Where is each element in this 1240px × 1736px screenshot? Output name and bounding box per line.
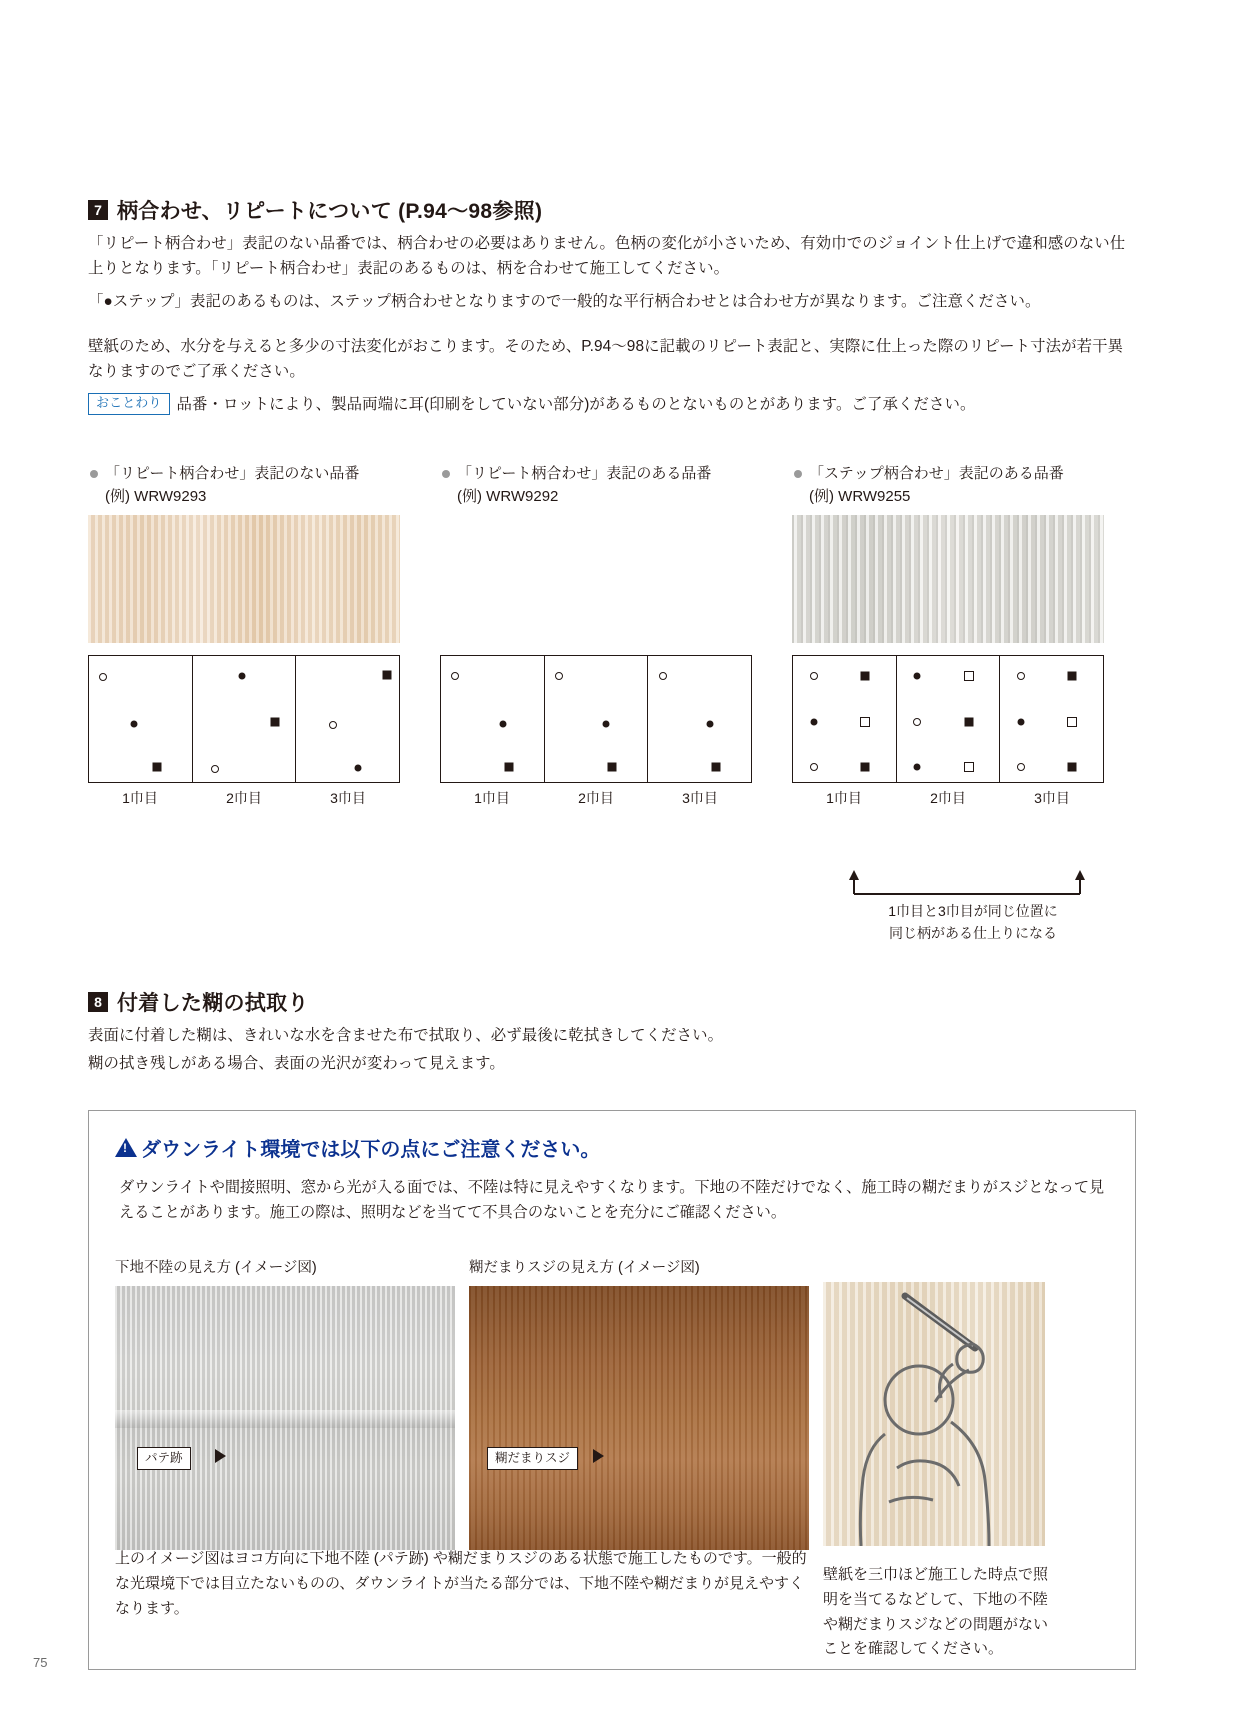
- pattern-diagram-1: [88, 655, 400, 783]
- section-8-paragraph-1: 表面に付着した糊は、きれいな水を含ませた布で拭取り、必ず最後に乾拭きしてください。: [88, 1027, 724, 1044]
- mark-dot: [914, 673, 921, 680]
- mark-square: [712, 762, 721, 771]
- mark-square: [382, 670, 391, 679]
- caution-body: ダウンライトや間接照明、窓から光が入る面では、不陸は特に見えやすくなります。下地の不陸だけでなく、施工時の糊だまりがスジとなって見えることがあります。施工の際は、照明などを当てて不具合のないことを充分にご確認ください。: [119, 1179, 1105, 1221]
- panel-label: 2巾目: [578, 790, 614, 806]
- pattern-diagram-2: [440, 655, 752, 783]
- section-8-number: 8: [88, 992, 108, 1012]
- disclaimer-text: 品番・ロットにより、製品両端に耳(印刷をしていない部分)があるものとないものとがあります。ご了承ください。: [176, 396, 976, 413]
- column-3-title-line1: 「ステップ柄合わせ」表記のある品番: [809, 465, 1064, 482]
- caution-figure-1-caption: 下地不陸の見え方 (イメージ図): [115, 1260, 317, 1276]
- worker-illustration: [823, 1282, 1045, 1546]
- mark-square: [964, 717, 973, 726]
- caution-box: [88, 1110, 1136, 1670]
- mark-dot: [810, 718, 817, 725]
- mark-open-circle: [99, 673, 107, 681]
- section-8-heading: [88, 987, 309, 1017]
- caution-title: [115, 1133, 1135, 1162]
- mark-open-square: [964, 762, 974, 772]
- section-7-number: 7: [88, 200, 108, 220]
- mark-square: [152, 762, 161, 771]
- panel-label: 1巾目: [474, 790, 510, 806]
- caution-figure-1: [115, 1258, 455, 1550]
- panel-1: [89, 656, 193, 782]
- mark-square: [860, 672, 869, 681]
- mark-open-circle: [555, 672, 563, 680]
- column-2-title: [440, 463, 752, 508]
- section-7-heading: [88, 195, 542, 225]
- panel-labels-1: [88, 788, 400, 808]
- mark-square: [504, 762, 513, 771]
- step-arrow-note: [848, 900, 1098, 945]
- caution-footer-right: 壁紙を三巾ほど施工した時点で照明を当てるなどして、下地の不陸や糊だまりスジなどの問題がないことを確認してください。: [823, 1566, 1049, 1658]
- page-number: 75: [33, 1655, 48, 1670]
- callout-arrow-icon: [593, 1449, 604, 1463]
- column-3-title: [792, 463, 1104, 508]
- mark-square: [1068, 672, 1077, 681]
- pattern-column-repeat: [440, 463, 752, 808]
- mark-dot: [1017, 718, 1024, 725]
- mark-open-circle: [1017, 763, 1025, 771]
- panel-3: [1000, 656, 1103, 782]
- section-7-paragraph-2: 「●ステップ」表記のあるものは、ステップ柄合わせとなりますので一般的な平行柄合わせとは合わせ方が異なります。ご注意ください。: [88, 293, 1041, 310]
- mark-square: [1068, 762, 1077, 771]
- panel-2: [193, 656, 297, 782]
- caution-image-worker-lighting: [823, 1282, 1045, 1546]
- mark-open-circle: [329, 721, 337, 729]
- mark-dot: [603, 721, 610, 728]
- section-7-paragraph-1: 「リピート柄合わせ」表記のない品番では、柄合わせの必要はありません。色柄の変化が小さいため、有効巾でのジョイント仕上げで違和感のない仕上りとなります。「リピート柄合わせ」表記のあるものは、柄を合わせて施工してください。: [88, 235, 1126, 277]
- column-1-title: [88, 463, 400, 508]
- mark-square: [860, 762, 869, 771]
- disclaimer-tag: おことわり: [88, 393, 170, 415]
- mark-dot: [131, 721, 138, 728]
- panel-label: 3巾目: [330, 790, 366, 806]
- panel-labels-3: [792, 788, 1104, 808]
- step-arrow-bracket: [848, 870, 1098, 896]
- mark-open-circle: [810, 763, 818, 771]
- mark-open-square: [1067, 717, 1077, 727]
- panel-2: [897, 656, 1001, 782]
- column-2-title-line1: 「リピート柄合わせ」表記のある品番: [457, 465, 712, 482]
- mark-open-square: [860, 717, 870, 727]
- section-8-title: 付着した糊の拭取り: [117, 992, 309, 1015]
- mark-open-circle: [913, 718, 921, 726]
- mark-open-circle: [810, 672, 818, 680]
- mark-dot: [499, 721, 506, 728]
- swatch-image-wrw9292: [440, 515, 752, 643]
- callout-paste-streak: 糊だまりスジ: [487, 1447, 578, 1470]
- mark-open-circle: [1017, 672, 1025, 680]
- swatch-image-wrw9255: [792, 515, 1104, 643]
- step-arrow-note-line1: 1巾目と3巾目が同じ位置に: [888, 903, 1058, 919]
- panel-label: 3巾目: [682, 790, 718, 806]
- column-1-title-line1: 「リピート柄合わせ」表記のない品番: [105, 465, 360, 482]
- caution-title-text: ダウンライト環境では以下の点にご注意ください。: [141, 1139, 601, 1161]
- panel-1: [441, 656, 545, 782]
- column-3-title-line2: (例) WRW9255: [809, 487, 911, 505]
- mark-square: [270, 717, 279, 726]
- mark-square: [608, 762, 617, 771]
- section-7-paragraph-3: 壁紙のため、水分を与えると多少の寸法変化がおこります。そのため、P.94〜98に記載のリピート表記と、実際に仕上った際のリピート寸法が若干異なりますのでご了承ください。: [88, 338, 1124, 380]
- caution-figure-2: [469, 1258, 809, 1550]
- mark-open-circle: [211, 765, 219, 773]
- pattern-diagram-3: [792, 655, 1104, 783]
- mark-dot: [706, 721, 713, 728]
- caution-image-paste-streak: [469, 1286, 809, 1550]
- swatch-image-wrw9293: [88, 515, 400, 643]
- mark-open-square: [964, 671, 974, 681]
- section-7-disclaimer: [88, 393, 1136, 418]
- section-7-title: 柄合わせ、リピートについて (P.94〜98参照): [117, 200, 543, 223]
- panel-label: 3巾目: [1034, 790, 1070, 806]
- caution-footer-left: 上のイメージ図はヨコ方向に下地不陸 (パテ跡) や糊だまりスジのある状態で施工したものです。一般的な光環境下では目立たないものの、ダウンライトが当たる部分では、下地不陸や糊だまりが見えやすくなります。: [115, 1550, 807, 1617]
- mark-dot: [914, 763, 921, 770]
- panel-labels-2: [440, 788, 752, 808]
- panel-label: 2巾目: [226, 790, 262, 806]
- pattern-column-no-repeat: [88, 463, 400, 808]
- caution-figure-2-caption: 糊だまりスジの見え方 (イメージ図): [469, 1260, 700, 1276]
- callout-arrow-icon: [215, 1449, 226, 1463]
- mark-dot: [238, 673, 245, 680]
- warning-icon: [115, 1138, 137, 1157]
- step-arrow-note-line2: 同じ柄がある仕上りになる: [889, 925, 1057, 942]
- panel-1: [793, 656, 897, 782]
- mark-open-circle: [659, 672, 667, 680]
- caution-image-substrate-unevenness: [115, 1286, 455, 1550]
- callout-putty-mark: パテ跡: [137, 1447, 191, 1470]
- column-1-title-line2: (例) WRW9293: [105, 487, 207, 505]
- column-2-title-line2: (例) WRW9292: [457, 487, 559, 505]
- pattern-column-step: [792, 463, 1104, 808]
- panel-3: [648, 656, 751, 782]
- panel-label: 1巾目: [122, 790, 158, 806]
- mark-dot: [354, 765, 361, 772]
- panel-label: 2巾目: [930, 790, 966, 806]
- panel-3: [296, 656, 399, 782]
- panel-2: [545, 656, 649, 782]
- panel-label: 1巾目: [826, 790, 862, 806]
- mark-open-circle: [451, 672, 459, 680]
- section-8-paragraph-2: 糊の拭き残しがある場合、表面の光沢が変わって見えます。: [88, 1055, 505, 1072]
